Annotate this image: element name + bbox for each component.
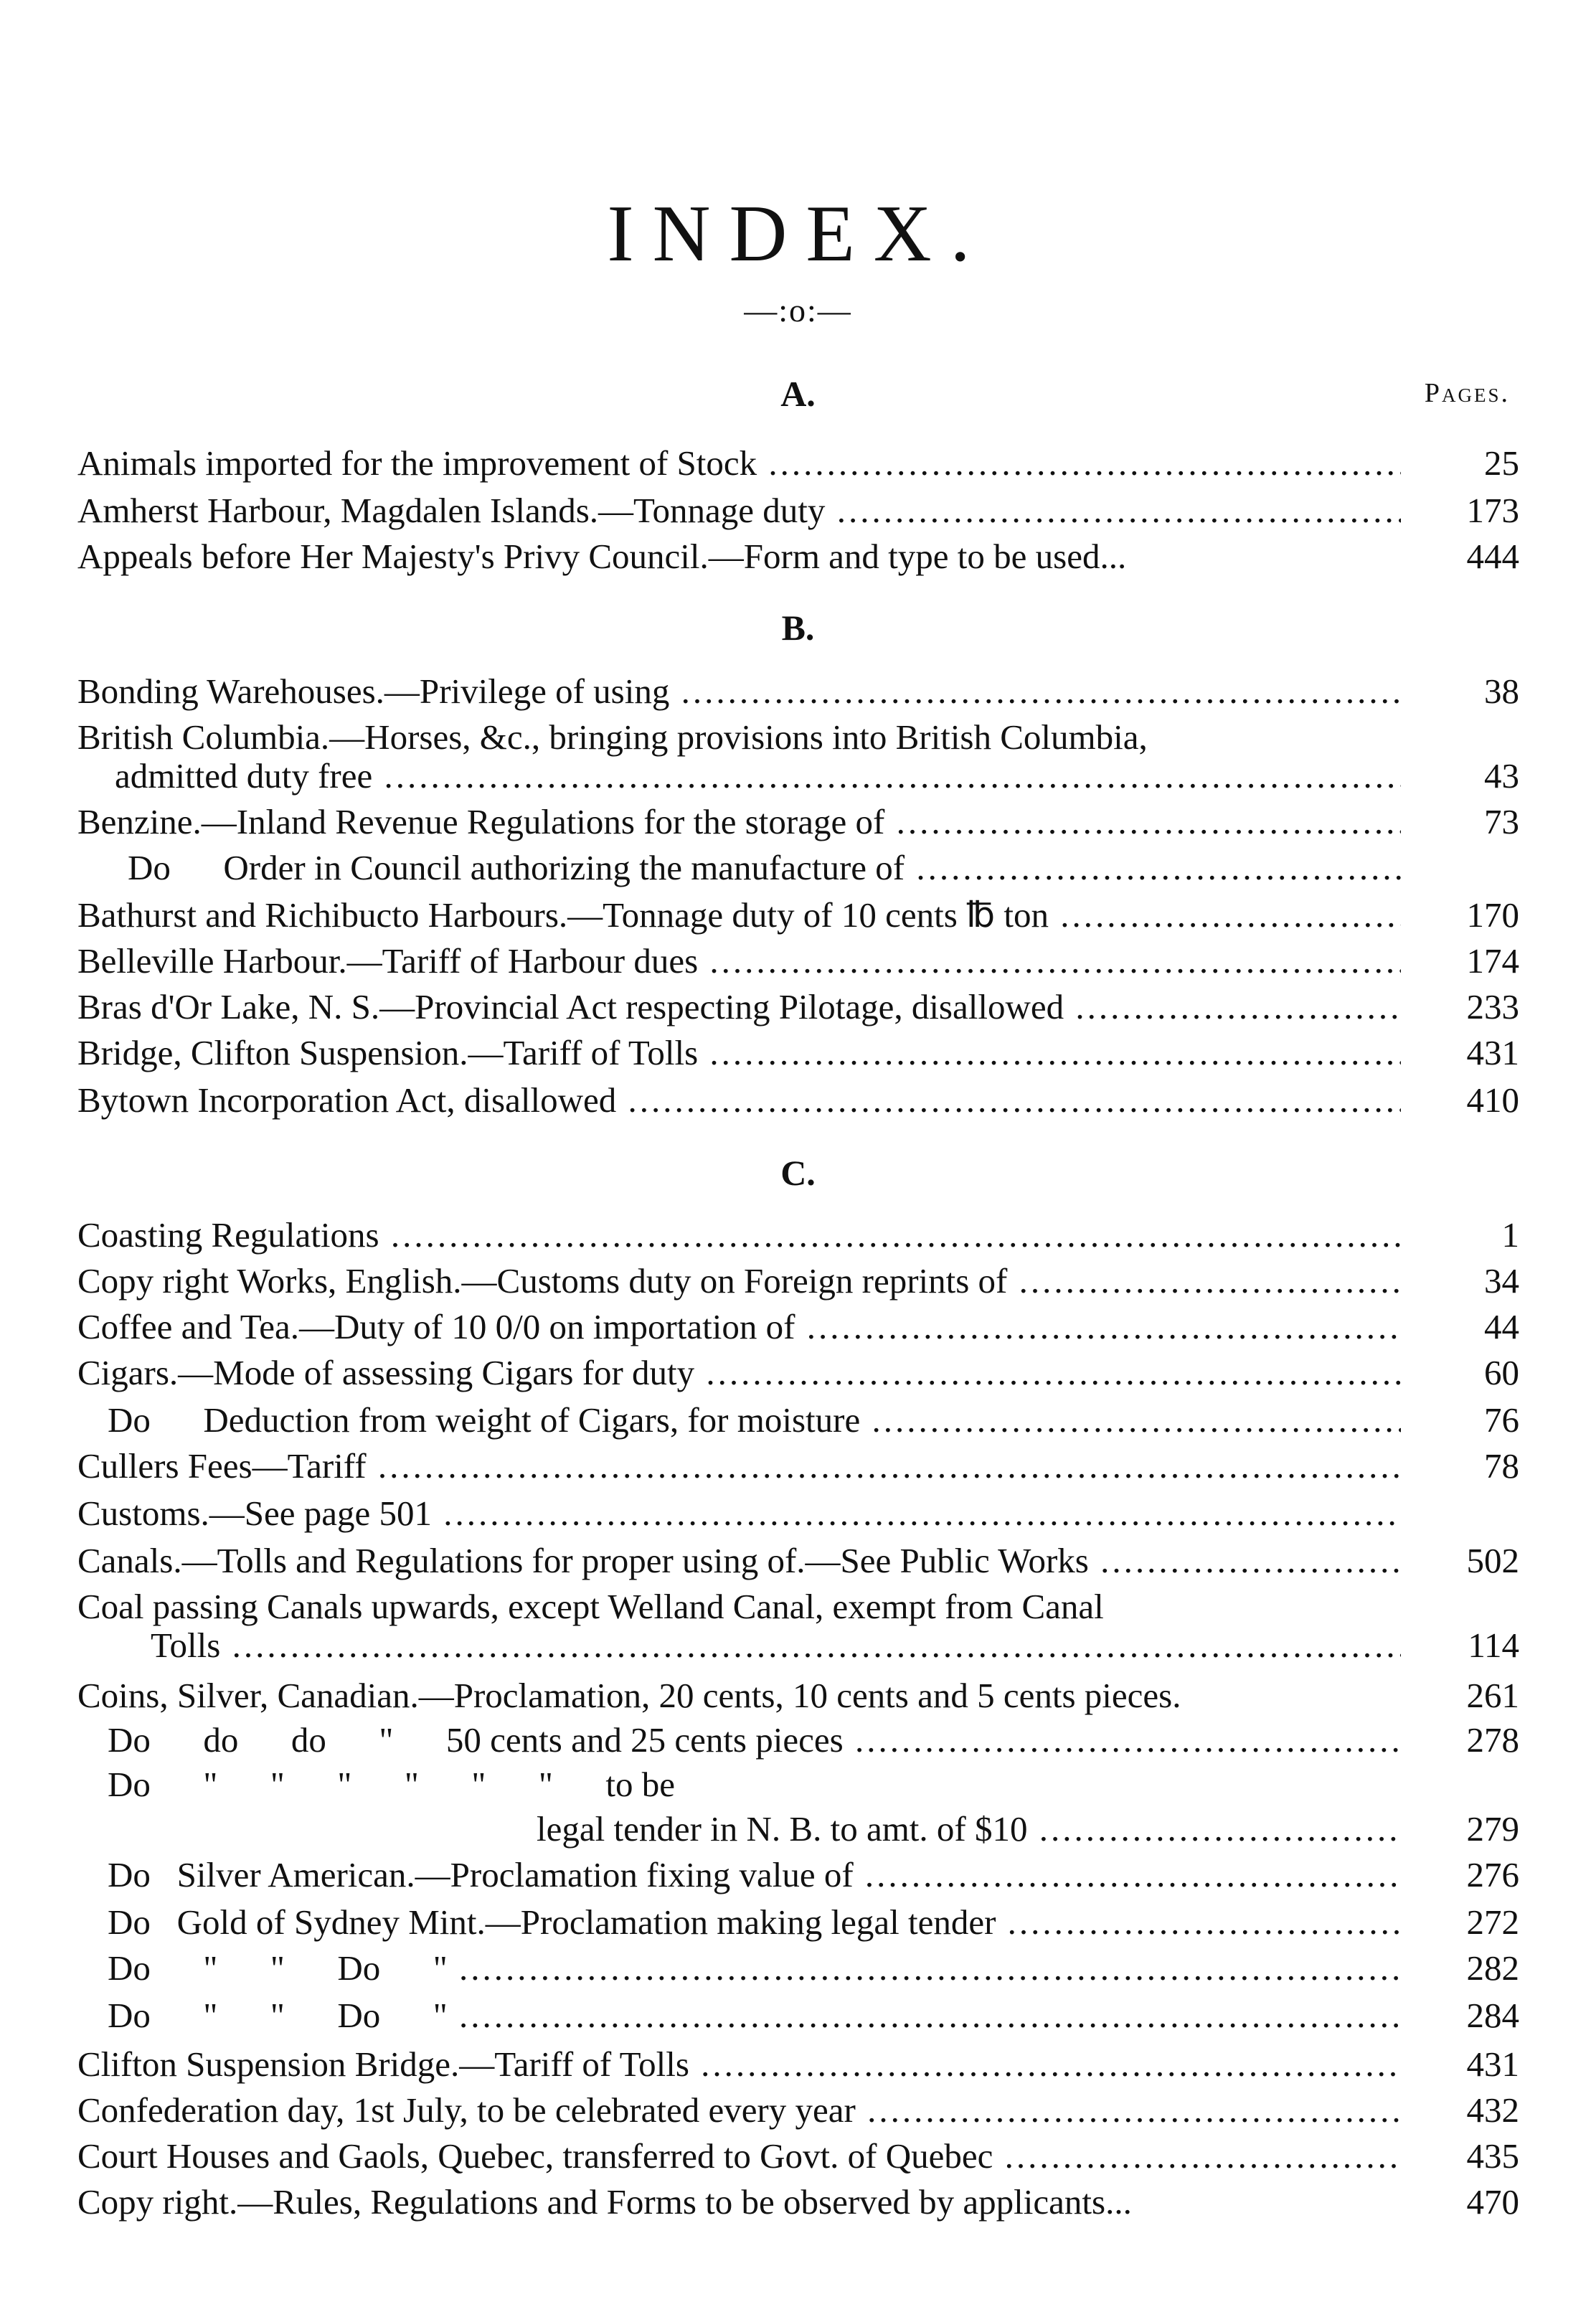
entry-page: 233 — [1466, 987, 1519, 1027]
entry-text: Copy right Works, English.—Customs duty on Foreign reprints of ..... — [77, 1258, 1401, 1304]
index-entry — [77, 440, 1519, 486]
entry-text: Appeals before Her Majesty's Privy Council.—Form and type to be used... — [77, 537, 1127, 576]
entry-text: Do " " " " " " to be — [108, 1765, 676, 1804]
entry-text: Do Gold of Sydney Mint.—Proclamation making legal tender ..... — [108, 1899, 1401, 1945]
entry-text: Do " " Do " ..... — [108, 1993, 1401, 2039]
entry-text: Confederation day, 1st July, to be celebrated every year ..... — [77, 2087, 1401, 2133]
index-entry — [77, 2042, 1519, 2087]
index-entry — [77, 1304, 1519, 1350]
entry-text: Bras d'Or Lake, N. S.—Provincial Act respecting Pilotage, disallowed ..... — [77, 984, 1401, 1030]
index-entry — [77, 1212, 1519, 1258]
entry-page: 282 — [1466, 1948, 1519, 1988]
entry-text: Benzine.—Inland Revenue Regulations for the storage of ..... — [77, 799, 1401, 845]
entry-page: 432 — [1466, 2090, 1519, 2130]
pages-column-header: Pages. — [1424, 378, 1510, 408]
entry-text: Customs.—See page 501 ..... — [77, 1491, 1401, 1537]
entry-page: 284 — [1466, 1996, 1519, 2035]
entry-page: 279 — [1466, 1809, 1519, 1849]
entry-text: Coffee and Tea.—Duty of 10 0/0 on importation of ..... — [77, 1304, 1401, 1350]
index-entry — [108, 1762, 1519, 1808]
entry-text: Bridge, Clifton Suspension.—Tariff of Tolls ..... — [77, 1030, 1401, 1076]
entry-page: 43 — [1484, 756, 1519, 796]
entry-page: 38 — [1484, 671, 1519, 711]
entry-page: 173 — [1466, 491, 1519, 530]
index-entry — [77, 799, 1519, 845]
index-entry — [77, 2087, 1519, 2133]
entry-page: 502 — [1466, 1541, 1519, 1580]
entry-page: 431 — [1466, 1033, 1519, 1072]
index-entry — [128, 845, 1519, 891]
entry-text: Bytown Incorporation Act, disallowed ..... — [77, 1077, 1401, 1123]
entry-page: 34 — [1484, 1261, 1519, 1301]
index-entry-continuation — [115, 753, 1519, 799]
entry-page: 278 — [1466, 1720, 1519, 1760]
index-entry — [108, 1899, 1519, 1945]
entry-page: 444 — [1466, 537, 1519, 576]
entry-text: legal tender in N. B. to amt. of $10 ..... — [537, 1806, 1401, 1852]
index-entry — [108, 1852, 1519, 1898]
entry-page: 76 — [1484, 1400, 1519, 1440]
index-entry — [77, 2133, 1519, 2179]
title-divider: —:o:— — [744, 292, 852, 329]
entry-page: 470 — [1466, 2182, 1519, 2222]
entry-text: Court Houses and Gaols, Quebec, transferred to Govt. of Quebec ..... — [77, 2133, 1401, 2179]
index-entry — [77, 1443, 1519, 1489]
section-letter-b: B. — [781, 608, 815, 648]
index-entry — [77, 1258, 1519, 1304]
entry-text: Do Silver American.—Proclamation fixing value of ..... — [108, 1852, 1401, 1898]
index-entry — [77, 892, 1519, 938]
entry-text: Bonding Warehouses.—Privilege of using ..... — [77, 669, 1401, 714]
index-entry — [77, 1030, 1519, 1076]
index-entry — [77, 669, 1519, 714]
index-entry — [77, 534, 1519, 580]
entry-page: 410 — [1466, 1080, 1519, 1120]
index-entry — [77, 1077, 1519, 1123]
entry-text: Do Deduction from weight of Cigars, for moisture ..... — [108, 1397, 1401, 1443]
entry-text: Animals imported for the improvement of Stock ..... — [77, 440, 1401, 486]
entry-text: Do do do " 50 cents and 25 cents pieces ..... — [108, 1717, 1401, 1763]
entry-text: Cigars.—Mode of assessing Cigars for duty ..... — [77, 1350, 1401, 1396]
entry-text: Belleville Harbour.—Tariff of Harbour dues ..... — [77, 938, 1401, 984]
entry-page: 261 — [1466, 1676, 1519, 1715]
index-entry — [77, 1491, 1519, 1537]
entry-text: Clifton Suspension Bridge.—Tariff of Tolls ..... — [77, 2042, 1401, 2087]
entry-text: Copy right.—Rules, Regulations and Forms to be observed by applicants... — [77, 2182, 1132, 2222]
entry-text: Coins, Silver, Canadian.—Proclamation, 20 cents, 10 cents and 5 cents pieces. — [77, 1676, 1181, 1715]
page-title: INDEX. — [607, 189, 989, 278]
index-entry — [108, 1397, 1519, 1443]
entry-text: Coasting Regulations ..... — [77, 1212, 1401, 1258]
entry-page: 170 — [1466, 895, 1519, 935]
index-entry — [77, 1538, 1519, 1584]
index-entry — [77, 1350, 1519, 1396]
entry-page: 174 — [1466, 941, 1519, 981]
index-entry-continuation — [151, 1623, 1519, 1669]
entry-page: 73 — [1484, 802, 1519, 841]
section-letter-a: A. — [780, 374, 816, 414]
entry-text: Cullers Fees—Tariff ..... — [77, 1443, 1401, 1489]
entry-text: Bathurst and Richibucto Harbours.—Tonnage duty of 10 cents ℔ ton ..... — [77, 892, 1401, 938]
entry-page: 276 — [1466, 1855, 1519, 1894]
index-entry-continuation — [537, 1806, 1519, 1852]
index-entry — [77, 984, 1519, 1030]
index-entry — [108, 1717, 1519, 1763]
entry-page: 60 — [1484, 1353, 1519, 1392]
entry-text: Coal passing Canals upwards, except Welland Canal, exempt from Canal — [77, 1587, 1104, 1626]
entry-page: 272 — [1466, 1902, 1519, 1942]
index-entry — [77, 488, 1519, 534]
index-entry — [77, 938, 1519, 984]
entry-text: Do Order in Council authorizing the manufacture of ..... — [128, 845, 1401, 891]
entry-text: British Columbia.—Horses, &c., bringing provisions into British Columbia, — [77, 717, 1148, 757]
entry-page: 44 — [1484, 1307, 1519, 1346]
entry-page: 431 — [1466, 2044, 1519, 2084]
entry-text: Do " " Do " ..... — [108, 1945, 1401, 1991]
entry-page: 435 — [1466, 2136, 1519, 2176]
entry-text: Tolls ..... — [151, 1623, 1401, 1669]
entry-text: Amherst Harbour, Magdalen Islands.—Tonnage duty ..... — [77, 488, 1401, 534]
section-letter-c: C. — [780, 1153, 816, 1193]
index-entry — [77, 2179, 1519, 2225]
entry-page: 25 — [1484, 443, 1519, 483]
entry-page: 78 — [1484, 1446, 1519, 1486]
entry-page: 1 — [1501, 1215, 1519, 1255]
index-entry — [108, 1945, 1519, 1991]
index-entry — [108, 1993, 1519, 2039]
entry-text: Canals.—Tolls and Regulations for proper using of.—See Public Works ..... — [77, 1538, 1401, 1584]
entry-page: 114 — [1468, 1625, 1519, 1665]
entry-text: admitted duty free ..... — [115, 753, 1401, 799]
index-entry — [77, 1673, 1519, 1719]
